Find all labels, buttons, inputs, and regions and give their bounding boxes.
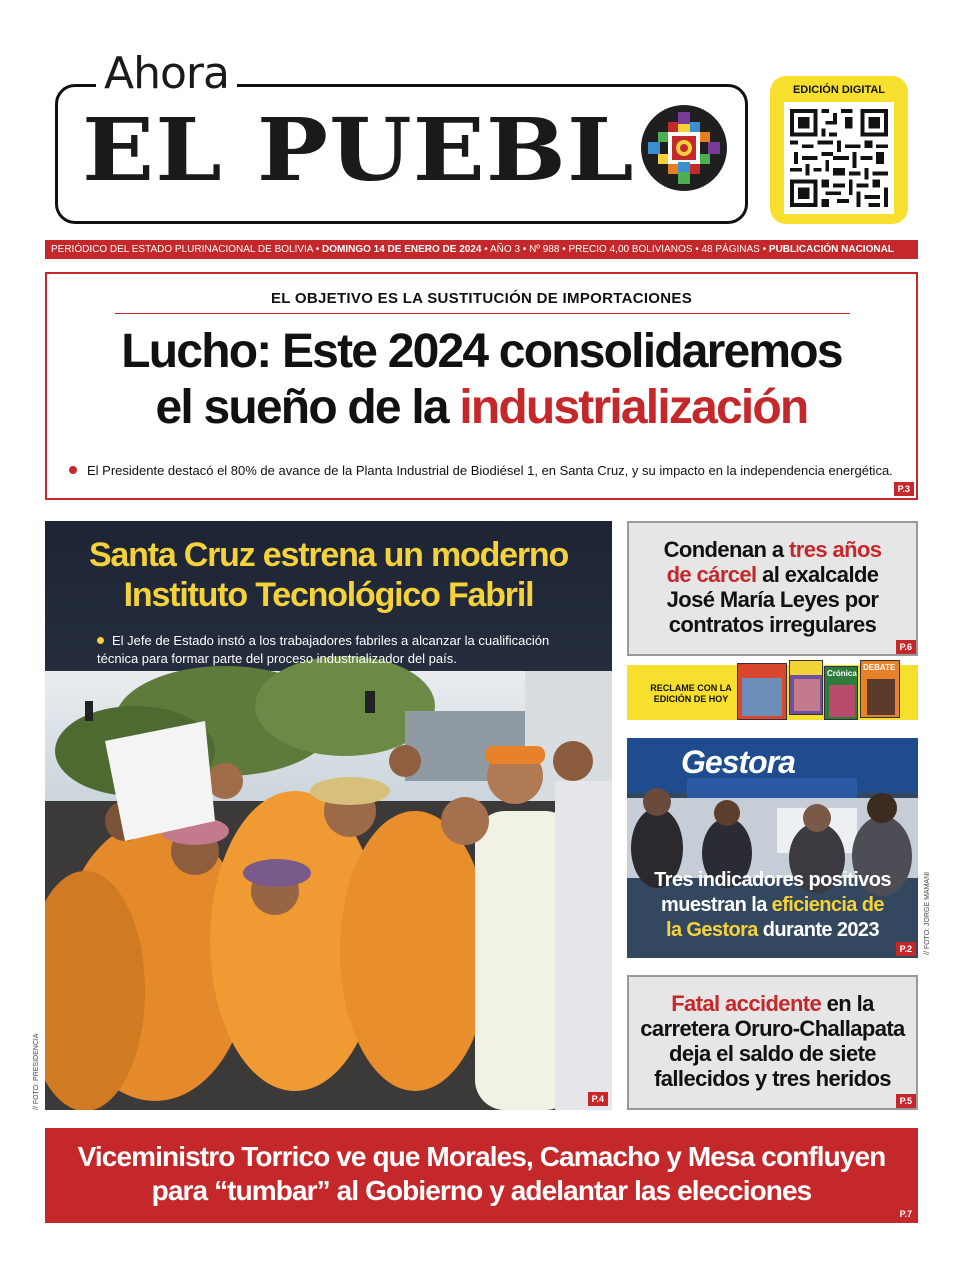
leyes-line3: José María Leyes por: [666, 587, 879, 612]
gestora-highlight2: la Gestora: [666, 919, 758, 941]
leyes-headline: [629, 537, 916, 637]
photo-page-tag: P.4: [588, 1092, 608, 1106]
gestora-page-tag: P.2: [896, 942, 916, 956]
masthead-title: EL PUEBL: [82, 100, 635, 201]
lead-summary-text: El Presidente destacó el 80% de avance de la Planta Industrial de Biodiésel 1, en Santa Cruz, y su impacto en la independencia energética.: [87, 463, 893, 478]
qr-code-icon[interactable]: [784, 102, 894, 214]
lead-kicker: EL OBJETIVO ES LA SUSTITUCIÓN DE IMPORTACIONES: [270, 290, 693, 307]
lead-headline[interactable]: [47, 324, 916, 436]
magazine-cover-debate: [860, 660, 900, 718]
story-accident[interactable]: [627, 975, 918, 1110]
lead-page-tag: P.3: [894, 482, 914, 496]
photo-story[interactable]: [45, 521, 612, 1110]
photo-headline-line1: Santa Cruz estrena un moderno: [88, 536, 569, 574]
year-text: AÑO 3: [490, 244, 521, 255]
photo-headline-line2: Instituto Tecnológico Fabril: [123, 576, 534, 614]
magazine-title-3: DEBATE: [863, 663, 896, 672]
lead-headline-line2: el sueño de la: [155, 381, 460, 434]
lead-headline-line1: Lucho: Este 2024 consolidaremos: [121, 325, 842, 378]
publisher-text: PERIÓDICO DEL ESTADO PLURINACIONAL DE BOLIVIA: [51, 244, 313, 255]
magazine-cover-2: [789, 660, 823, 715]
magazine-cover-1: [737, 663, 787, 720]
edition-info-strip: PERIÓDICO DEL ESTADO PLURINACIONAL DE BOLIVIA • DOMINGO 14 DE ENERO DE 2024 • AÑO 3 • Nº 988 • PRECIO 4,00 BOLIVIANOS • 48 PÁGINAS • PUBLICACIÓN NACIONAL: [45, 240, 918, 259]
photo-credit: // FOTO: PRESIDENCIA: [33, 1033, 40, 1110]
promo-banner[interactable]: [627, 665, 918, 720]
bullet-dot-icon: [69, 466, 77, 474]
lead-divider: [115, 313, 850, 314]
lead-story[interactable]: [45, 272, 918, 500]
photo-story-summary: [97, 632, 577, 668]
chakana-emblem-icon: [640, 104, 728, 192]
masthead-ahora: Ahora: [96, 52, 237, 96]
digital-edition-qr-panel[interactable]: [770, 76, 908, 224]
accident-line2: carretera Oruro-Challapata: [640, 1016, 905, 1041]
accident-headline: [629, 991, 916, 1091]
accident-line1: en la: [821, 991, 874, 1016]
promo-text: RECLAME CON LA EDICIÓN DE HOY: [650, 683, 732, 704]
gestora-photo-credit: // FOTO: JORGE MAMANI: [924, 871, 931, 955]
bullet-dot-icon: [97, 637, 104, 644]
accident-line3: deja el saldo de siete: [669, 1041, 876, 1066]
bottom-page-tag: P.7: [899, 1209, 912, 1219]
accident-line4: fallecidos y tres heridos: [654, 1066, 891, 1091]
bottom-line2: para “tumbar” al Gobierno y adelantar las elecciones: [151, 1175, 812, 1206]
emblem-square: [678, 112, 690, 124]
gestora-line3: durante 2023: [757, 919, 879, 941]
leyes-line4: contratos irregulares: [668, 612, 877, 637]
leyes-highlight1: tres años: [789, 537, 882, 562]
photo-story-headline[interactable]: [45, 535, 612, 615]
lead-summary: [69, 463, 893, 478]
magazine-cover-cronica: [824, 666, 858, 720]
gestora-headline: [627, 868, 918, 943]
leyes-highlight2: de cárcel: [666, 562, 757, 587]
story-gestora[interactable]: [627, 738, 918, 958]
leyes-line1: Condenan a: [663, 537, 789, 562]
gestora-line2: muestran la: [661, 894, 772, 916]
date-text: DOMINGO 14 DE ENERO DE 2024: [321, 244, 482, 255]
bottom-headline: [45, 1140, 918, 1208]
gestora-sign: Gestora: [681, 744, 795, 780]
lead-headline-highlight: industrialización: [459, 381, 808, 434]
accident-page-tag: P.5: [896, 1094, 916, 1108]
bottom-story[interactable]: [45, 1128, 918, 1223]
bottom-line1: Viceministro Torrico ve que Morales, Camacho y Mesa confluyen: [77, 1141, 886, 1172]
accident-highlight: Fatal accidente: [671, 991, 822, 1016]
magazine-title-2: Crónica: [827, 669, 857, 678]
gestora-line1: Tres indicadores positivos: [654, 869, 891, 891]
leyes-line2: al exalcalde: [756, 562, 879, 587]
story-leyes[interactable]: [627, 521, 918, 656]
page-count: 48 PÁGINAS: [701, 244, 760, 255]
scope-text: PUBLICACIÓN NACIONAL: [768, 244, 894, 255]
photo-summary-text: El Jefe de Estado instó a los trabajadores fabriles a alcanzar la cualificación técnica para formar parte del proceso industrializador del país.: [97, 633, 550, 666]
issue-number: Nº 988: [529, 244, 560, 255]
leyes-page-tag: P.6: [896, 640, 916, 654]
price-text: PRECIO 4,00 BOLIVIANOS: [568, 244, 693, 255]
qr-label: EDICIÓN DIGITAL: [792, 84, 886, 96]
gestora-highlight1: eficiencia de: [771, 894, 884, 916]
